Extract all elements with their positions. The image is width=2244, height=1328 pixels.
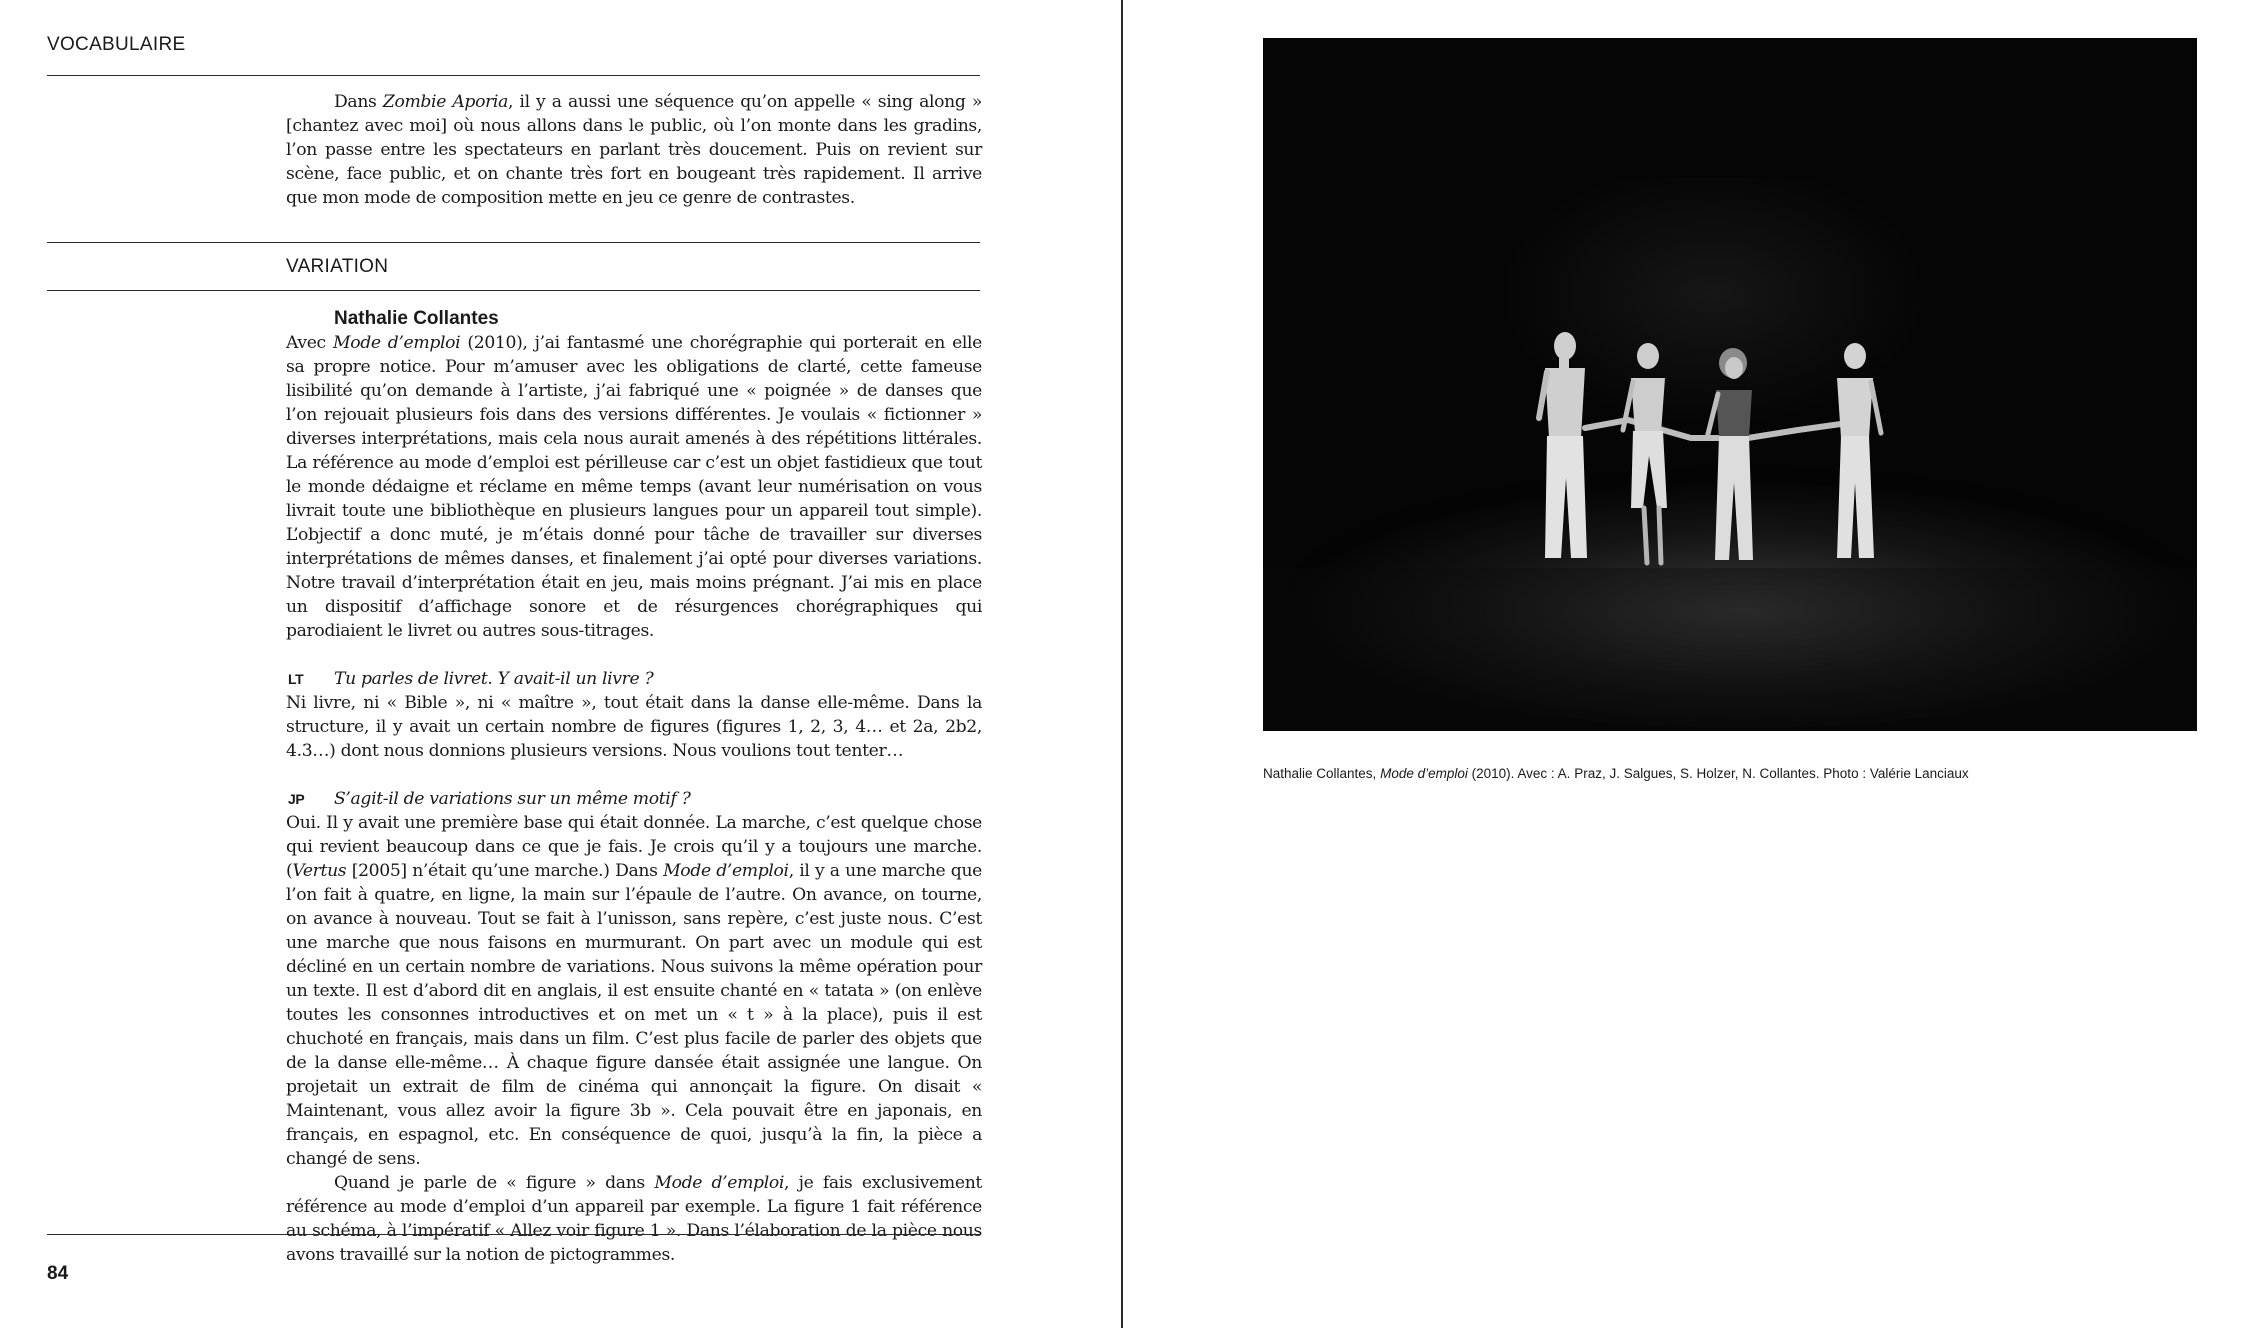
paragraph-1 <box>286 331 982 643</box>
a3-text-2: , je fais exclusivement référence au mode d’emploi d’un appareil par exemple. La figure 1 fait référence au schéma, à l’impératif « Allez voir figure 1 ». Dans l’élaboration de la pièce nous avons travaillé sur la notion de pictogrammes. <box>286 1173 982 1265</box>
question-text: S’agit-il de variations sur un même motif ? <box>334 789 691 809</box>
section-heading: VARIATION <box>286 256 389 277</box>
question-2 <box>286 787 982 811</box>
photo-caption <box>1263 766 2203 781</box>
caption-work-title: Mode d’emploi <box>1380 766 1468 781</box>
answer-2 <box>286 811 982 1171</box>
section-rule-bottom <box>47 290 980 291</box>
author-name: Nathalie Collantes <box>334 308 499 329</box>
a2-text-3: , il y a une marche que l’on fait à quatre, en ligne, la main sur l’épaule de l’autre. On avance, on tourne, on avance à nouveau. Tout se fait à l’unisson, sans repère, c’est juste nous. C’est une marche que nous faisons en murmurant. On part avec un module qui est décliné en un certain nombre de variations. Nous suivons la même opération pour un texte. Il est d’abord dit en anglais, il est ensuite chanté en « tatata » (on enlève toutes les consonnes introductives et on met un « t » à la place), puis il est chuchoté en français, mais dans un film. C’est plus facile de parler des objets que de la danse elle-même… À chaque figure dansée était assignée une langue. On projetait un extrait de film de cinéma qui annonçait la figure. On disait « Maintenant, vous allez avoir la figure 3b ». Cela pouvait être en japonais, en français, en espagnol, etc. En conséquence de quoi, jusqu’à la fin, la pièce a changé de sens. <box>286 861 982 1169</box>
variation-body <box>286 306 982 1267</box>
answer-1: Ni livre, ni « Bible », ni « maître », tout était dans la danse elle-même. Dans la structure, il y avait un certain nombre de figures (figures 1, 2, 3, 4… et 2a, 2b2, 4.3…) dont nous donnions plusieurs versions. Nous voulions tout tenter… <box>286 693 982 761</box>
question-1 <box>286 667 982 691</box>
intro-paragraph <box>286 90 982 210</box>
question-text: Tu parles de livret. Y avait-il un livre ? <box>334 669 654 689</box>
intro-text-2: , il y a aussi une séquence qu’on appelle « sing along » [chantez avec moi] où nous allons dans le public, où l’on monte dans les gradins, l’on passe entre les spectateurs en parlant très doucement. Puis on revient sur scène, face public, et on chante très fort en bougeant très rapidement. Il arrive que mon mode de composition mette en jeu ce genre de contrastes. <box>286 92 982 208</box>
header-rule <box>47 75 980 76</box>
intro-work-title: Zombie Aporia <box>382 92 508 112</box>
a2-work-title-1: Vertus <box>292 861 347 881</box>
a2-text-2: [2005] n’était qu’une marche.) Dans <box>346 861 664 881</box>
speaker-initials: JP <box>288 791 305 807</box>
p1-work-title: Mode d’emploi <box>332 333 461 353</box>
caption-text-1: Nathalie Collantes, <box>1263 766 1381 781</box>
page-number: 84 <box>47 1263 69 1284</box>
footer-rule <box>47 1234 980 1235</box>
stage-photo <box>1263 38 2197 731</box>
a2-text-1: Oui. Il y avait une première base qui était donnée. La marche, c’est quelque chose qui revient beaucoup dans ce que je fais. Je crois qu’il y a toujours une marche. ( <box>286 813 982 881</box>
p1-text-2: (2010), j’ai fantasmé une chorégraphie qui porterait en elle sa propre notice. Pour m’amuser avec les obligations de clarté, cette fameuse lisibilité qu’on demande à l’artiste, j’ai fabriqué une « poignée » de danses que l’on rejouait plusieurs fois dans des versions différentes. Je voulais « fictionner » diverses interprétations, mais cela nous aurait amenés à des répétitions littérales. La référence au mode d’emploi est périlleuse car c’est un objet fastidieux que tout le monde dédaigne et réclame en même temps (avant leur numérisation on vous livrait toute une bibliothèque en plusieurs langues pour un appareil tout simple). L’objectif a donc muté, je m’étais donné pour tâche de travailler sur diverses interprétations de mêmes danses, et finalement j’ai opté pour diverses variations. Notre travail d’interprétation était en jeu, mais moins prégnant. J’ai mis en place un dispositif d’affichage sonore et de résurgences chorégraphiques qui parodiaient le livret ou autres sous-titrages. <box>286 333 983 641</box>
p1-text-1: Avec <box>286 333 333 353</box>
intro-text-1: Dans <box>334 92 383 112</box>
a3-text-1: Quand je parle de « figure » dans <box>334 1173 655 1193</box>
a2-work-title-2: Mode d’emploi <box>663 861 789 881</box>
speaker-initials: LT <box>288 671 304 687</box>
left-page <box>0 0 1121 1328</box>
running-header: VOCABULAIRE <box>47 34 186 55</box>
answer-3 <box>286 1171 982 1267</box>
right-page <box>1123 0 2244 1328</box>
caption-text-2: (2010). Avec : A. Praz, J. Salgues, S. Holzer, N. Collantes. Photo : Valérie Lanciaux <box>1467 766 1969 781</box>
dancers-photo-illustration <box>1263 38 2197 731</box>
a3-work-title: Mode d’emploi <box>654 1173 785 1193</box>
section-rule-top <box>47 242 980 243</box>
